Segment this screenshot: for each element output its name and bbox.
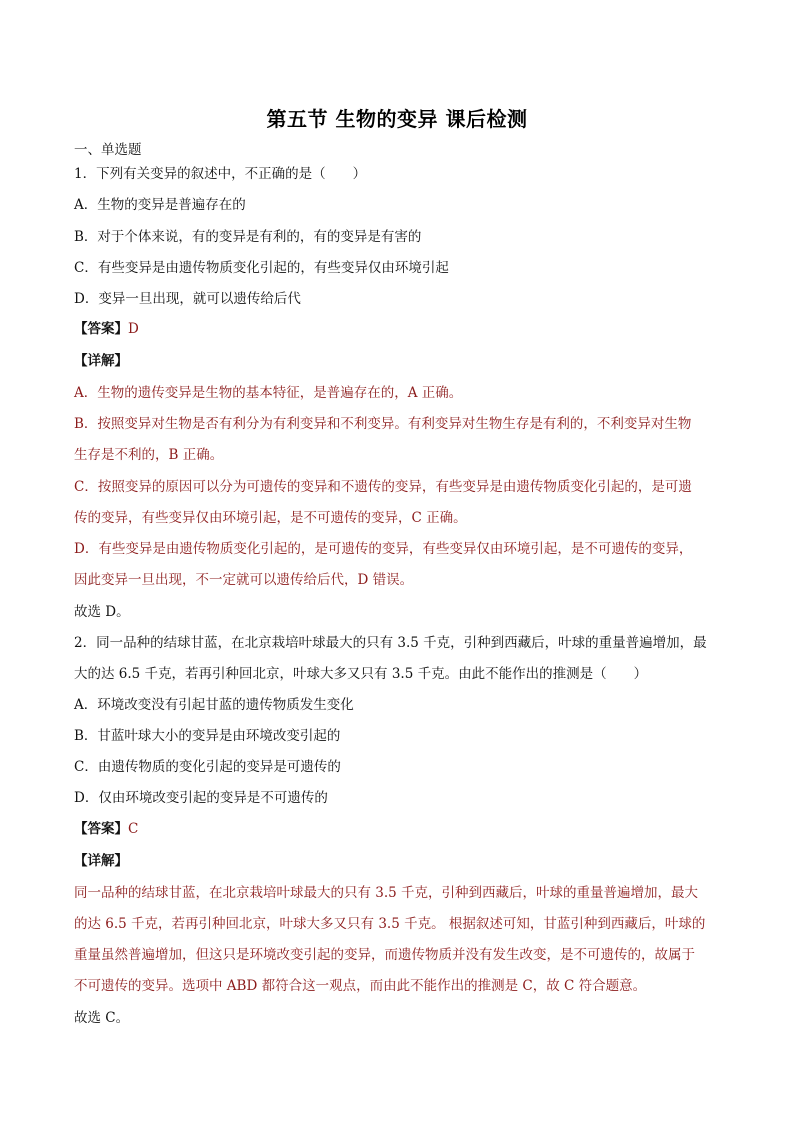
q1-option-b: B．对于个体来说，有的变异是有利的，有的变异是有害的 xyxy=(74,229,422,245)
answer-label: 【答案】 xyxy=(74,321,128,337)
q1-detail-line: A．生物的遗传变异是生物的基本特征，是普遍存在的，A 正确。 xyxy=(74,385,463,401)
answer-value: C xyxy=(128,821,139,837)
detail-label: 【详解】 xyxy=(74,353,128,369)
q1-detail-line: D．有些变异是由遗传物质变化引起的，是可遗传的变异，有些变异仅由环境引起，是不可遗传的变异， xyxy=(74,541,693,557)
q2-answer xyxy=(74,820,734,838)
section-heading: 一、单选题 xyxy=(74,142,142,158)
q2-stem-line: 2．同一品种的结球甘蓝，在北京栽培叶球最大的只有 3.5 千克，引种到西藏后，叶球的重量普遍增加，最 xyxy=(74,635,707,651)
q2-option-b: B．甘蓝叶球大小的变异是由环境改变引起的 xyxy=(74,728,341,744)
q1-option-c: C．有些变异是由遗传物质变化引起的，有些变异仅由环境引起 xyxy=(74,260,449,276)
q1-detail-line: 生存是不利的，B 正确。 xyxy=(74,447,224,463)
q1-option-d: D．变异一旦出现，就可以遗传给后代 xyxy=(74,291,301,307)
q1-answer xyxy=(74,320,734,338)
q2-detail-line: 不可遗传的变异。选项中 ABD 都符合这一观点，而由此不能作出的推测是 C，故 C 符合题意。 xyxy=(74,978,647,994)
q2-detail-line: 同一品种的结球甘蓝，在北京栽培叶球最大的只有 3.5 千克，引种到西藏后，叶球的重量普遍增加，最大 xyxy=(74,885,699,901)
detail-label: 【详解】 xyxy=(74,853,128,869)
q1-detail-line: 因此变异一旦出现，不一定就可以遗传给后代，D 错误。 xyxy=(74,572,414,588)
q1-detail-line: 传的变异，有些变异仅由环境引起，是不可遗传的变异，C 正确。 xyxy=(74,510,467,526)
q2-option-d: D．仅由环境改变引起的变异是不可遗传的 xyxy=(74,790,328,806)
q2-option-a: A．环境改变没有引起甘蓝的遗传物质发生变化 xyxy=(74,697,354,713)
q1-detail-label xyxy=(74,352,734,370)
q1-detail-line: C．按照变异的原因可以分为可遗传的变异和不遗传的变异，有些变异是由遗传物质变化引起的，是可遗 xyxy=(74,479,692,495)
q1-option-a: A．生物的变异是普遍存在的 xyxy=(74,197,246,213)
q2-detail-label xyxy=(74,852,734,870)
q2-detail-line: 重量虽然普遍增加，但这只是环境改变引起的变异，而遗传物质并没有发生改变，是不可遗传的，故属于 xyxy=(74,947,695,963)
q2-detail-line: 的达 6.5 千克，若再引种回北京，叶球大多又只有 3.5 千克。 根据叙述可知，甘蓝引种到西藏后，叶球的 xyxy=(74,916,706,932)
q2-option-c: C．由遗传物质的变化引起的变异是可遗传的 xyxy=(74,759,341,775)
q1-detail-line: B．按照变异对生物是否有利分为有利变异和不利变异。有利变异对生物生存是有利的，不利变异对生物 xyxy=(74,416,692,432)
answer-label: 【答案】 xyxy=(74,821,128,837)
q2-conclusion: 故选 C。 xyxy=(74,1010,130,1026)
q2-stem-line: 大的达 6.5 千克，若再引种回北京，叶球大多又只有 3.5 千克。由此不能作出的推测是（ ） xyxy=(74,666,648,682)
q1-conclusion: 故选 D。 xyxy=(74,604,130,620)
answer-value: D xyxy=(128,321,139,337)
page-title: 第五节 生物的变异 课后检测 xyxy=(266,107,528,131)
q1-stem: 1．下列有关变异的叙述中，不正确的是（ ） xyxy=(74,166,367,182)
